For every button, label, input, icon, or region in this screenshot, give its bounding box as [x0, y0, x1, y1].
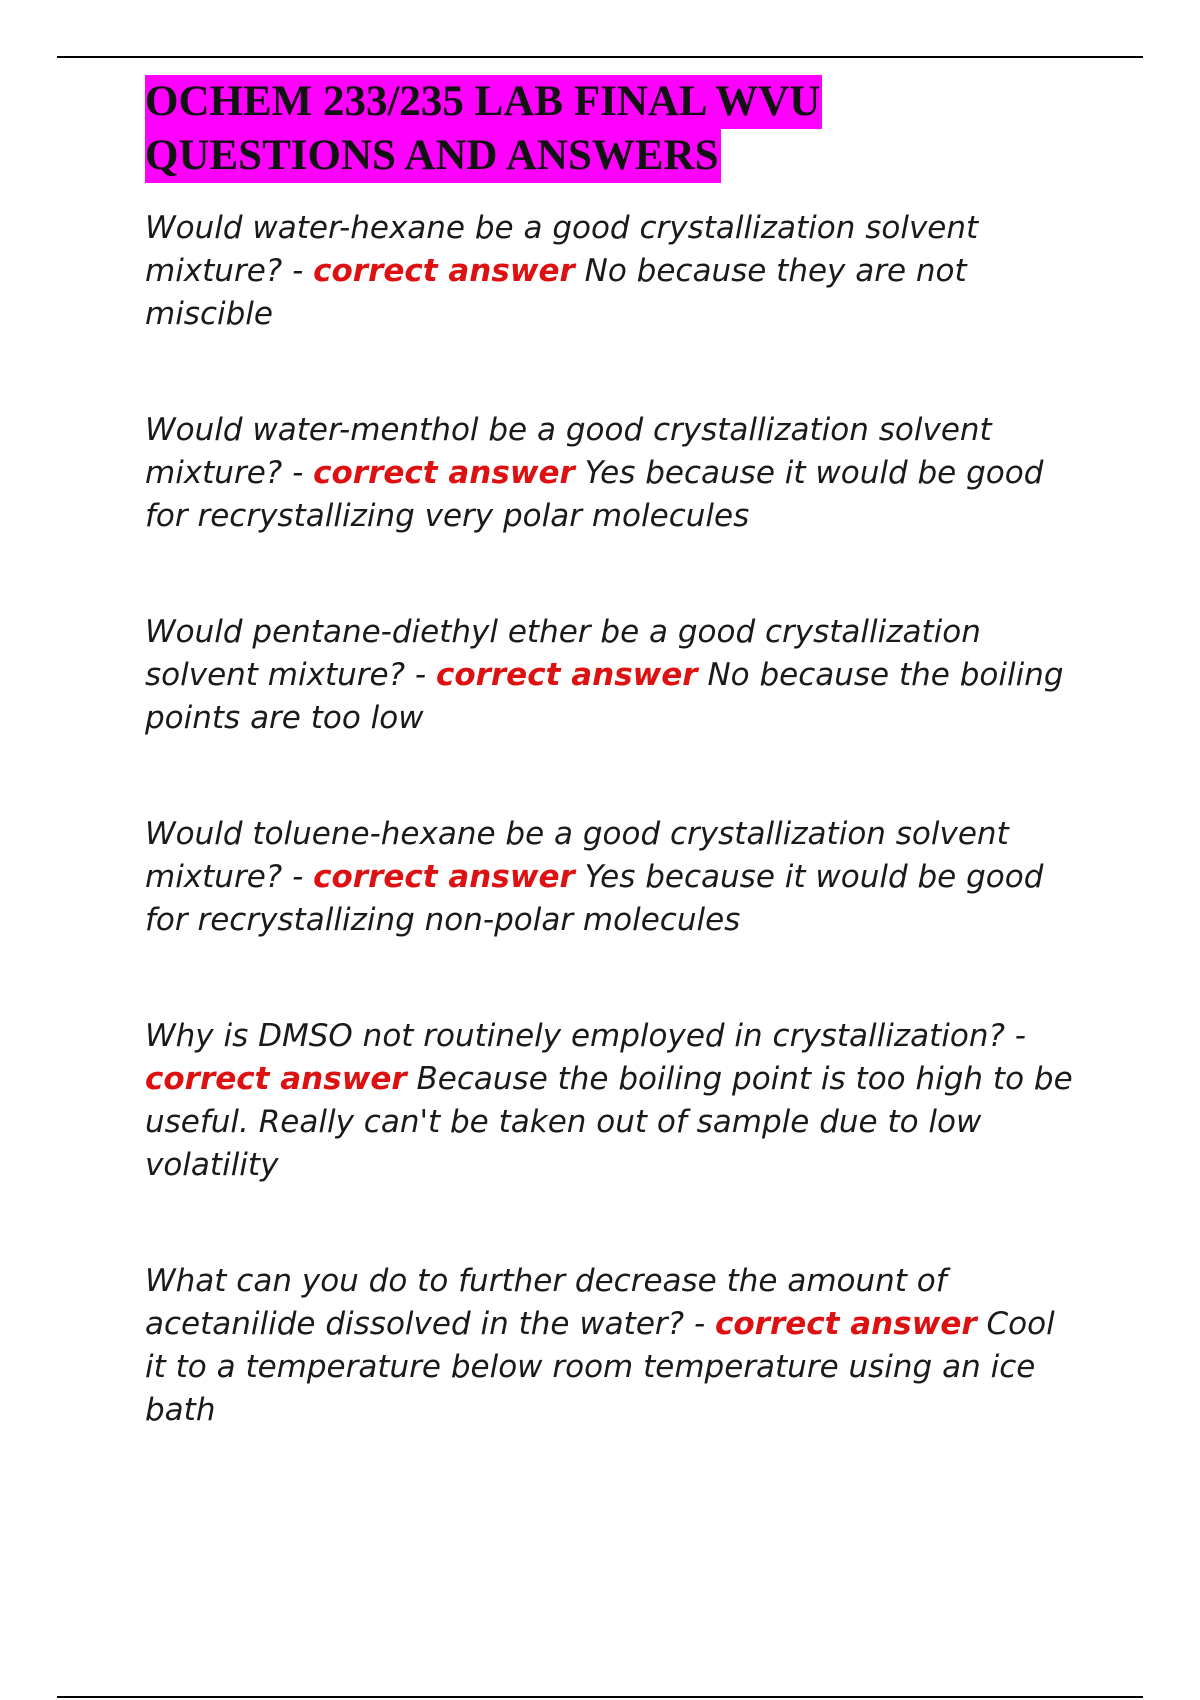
correct-answer-tag: correct answer	[313, 859, 575, 895]
qa-item-5	[145, 1015, 1075, 1187]
question-text: Would pentane-diethyl ether be a good crystallization solvent mixture? -	[145, 614, 981, 693]
top-rule	[57, 56, 1143, 58]
question-text: Would water-hexane be a good crystallization solvent mixture? -	[145, 210, 979, 289]
correct-answer-tag: correct answer	[145, 1061, 407, 1097]
title-line-1: OCHEM 233/235 LAB FINAL WVU	[145, 75, 822, 129]
answer-text: Yes because it would be good for recrystallizing non-polar molecules	[145, 859, 1044, 938]
correct-answer-tag: correct answer	[435, 657, 698, 693]
bottom-rule	[57, 1696, 1143, 1698]
qa-item-4	[145, 813, 1075, 942]
document-title	[145, 75, 1075, 183]
answer-text: No because they are not miscible	[145, 253, 967, 332]
title-line-2: QUESTIONS AND ANSWERS	[145, 129, 721, 183]
qa-item-1	[145, 207, 1075, 336]
correct-answer-tag: correct answer	[313, 455, 575, 491]
qa-item-2	[145, 409, 1075, 538]
question-text: What can you do to further decrease the amount of acetanilide dissolved in the water? -	[145, 1263, 947, 1342]
question-text: Would water-menthol be a good crystallization solvent mixture? -	[145, 412, 992, 491]
question-text: Why is DMSO not routinely employed in crystallization? -	[145, 1018, 1026, 1054]
qa-item-3	[145, 611, 1075, 740]
qa-item-6	[145, 1260, 1075, 1432]
answer-text: Cool it to a temperature below room temperature using an ice bath	[145, 1306, 1055, 1428]
correct-answer-tag: correct answer	[313, 253, 575, 289]
answer-text: Because the boiling point is too high to be useful. Really can't be taken out of sample due to low volatility	[145, 1061, 1073, 1183]
page-content	[145, 75, 1075, 1432]
correct-answer-tag: correct answer	[715, 1306, 977, 1342]
answer-text: Yes because it would be good for recrystallizing very polar molecules	[145, 455, 1044, 534]
question-text: Would toluene-hexane be a good crystallization solvent mixture? -	[145, 816, 1009, 895]
answer-text: No because the boiling points are too low	[145, 657, 1064, 736]
